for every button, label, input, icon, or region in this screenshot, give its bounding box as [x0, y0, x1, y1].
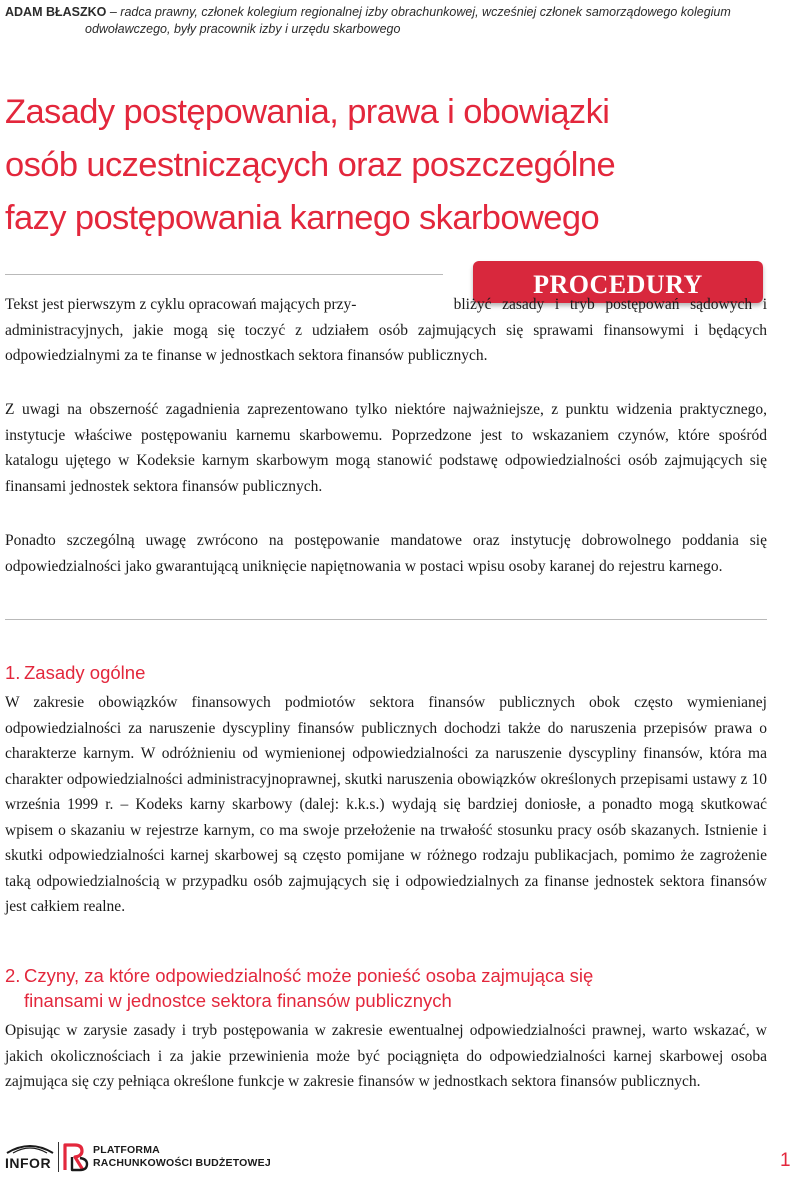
- section-1-number: 1.: [5, 662, 21, 683]
- intro-first-line: Tekst jest pierwszym z cyklu opracowań mających przy-: [5, 296, 357, 313]
- footer-logo: [5, 1140, 271, 1174]
- title-line-2: osób uczestniczących oraz poszczególne: [5, 146, 616, 184]
- article-title: [5, 86, 785, 245]
- author-description-continued: odwoławczego, były pracownik izby i urzędu skarbowego: [85, 22, 401, 36]
- title-line-1: Zasady postępowania, prawa i obowiązki: [5, 93, 610, 131]
- publisher-logo: INFOR: [5, 1155, 52, 1171]
- section-badge: PROCEDURY: [473, 261, 763, 303]
- author-name: ADAM BŁASZKO: [5, 5, 107, 19]
- infor-arc-icon: [5, 1142, 55, 1154]
- divider-long: [5, 619, 767, 620]
- author-note: [5, 4, 780, 38]
- page-number: 1: [780, 1150, 791, 1171]
- intro-paragraph-2: Z uwagi na obszerność zagadnienia zaprezentowano tylko niektóre najważniejsze, z punktu widzenia praktycznego, instytucje właściwe postępowaniu karnemu skarbowemu. Poprzedzone jest to wskazaniem czynów, które spośród katalogu ujętego w Kodeksie karnym skarbowym mogą stanowić podstawę odpowiedzialności osób zajmujących się finansami jednostek sektora finansów publicznych.: [5, 401, 767, 495]
- rb-logo-icon: [63, 1142, 89, 1172]
- platform-line-1: PLATFORMA: [93, 1144, 160, 1156]
- author-description: – radca prawny, członek kolegium regionalnej izby obrachunkowej, wcześniej członek samorządowego kolegium: [106, 5, 731, 19]
- section-2-heading: [5, 963, 785, 1013]
- divider-short: [5, 274, 443, 275]
- section-1-body: W zakresie obowiązków finansowych podmiotów sektora finansów publicznych obok często wymienianej odpowiedzialności za naruszenie dyscypliny finansów publicznych dochodzi także do naruszenia przepisów prawa o charakterze karnym. W odróżnieniu od wymienionej odpowiedzialności za naruszenie dyscypliny finansów, która ma charakter odpowiedzialności administracyjnoprawnej, skutki naruszenia obowiązków określonych przepisami ustawy z 10 września 1999 r. – Kodeks karny skarbowy (dalej: k.k.s.) wydają się bardziej doniosłe, a ponadto mogą skutkować wpisem o skazaniu w rejestrze karnym, co ma swoje przełożenie na trwałość stosunku pracy osób skazanych. Istnienie i skutki odpowiedzialności karnej skarbowej są często pomijane w różnego rodzaju publikacjach, pomimo że zagrożenie taką odpowiedzialnością w przypadku osób zajmujących się i odpowiedzialnych za finanse jednostek sektora finansów jest całkiem realne.: [5, 694, 767, 915]
- platform-logo-text: [93, 1144, 271, 1170]
- section-2-title-line-1: Czyny, za które odpowiedzialność może ponieść osoba zajmująca się: [24, 965, 594, 986]
- title-line-3: fazy postępowania karnego skarbowego: [5, 199, 600, 237]
- platform-line-2: RACHUNKOWOŚCI BUDŻETOWEJ: [93, 1157, 271, 1169]
- section-2-number: 2.: [5, 965, 21, 986]
- section-2-title-line-2: finansami w jednostce sektora finansów publicznych: [24, 990, 452, 1011]
- logo-separator: [58, 1142, 59, 1172]
- intro-paragraph-1: [5, 292, 767, 369]
- section-2-body: Opisując w zarysie zasady i tryb postępowania w zakresie ewentualnej odpowiedzialności prawnej, warto wskazać, w jakich okolicznościach i za jakie przewinienia może być pociągnięta do odpowiedzialności karnej skarbowej osoba zajmująca się czy pełniąca określone funkcje w zakresie finansów w jednostkach sektora finansów publicznych.: [5, 1022, 767, 1090]
- section-1-heading: [5, 660, 785, 685]
- intro-paragraph-3: Ponadto szczególną uwagę zwrócono na postępowanie mandatowe oraz instytucję dobrowolnego poddania się odpowiedzialności jako gwarantującą uniknięcie napiętnowania w postaci wpisu osoby karanej do rejestru karnego.: [5, 532, 767, 575]
- intro-rest: bliżyć zasady i tryb postępowań sądowych i administracyjnych, jakie mogą się toczyć z udziałem osób zajmujących się sprawami finansowymi i będących odpowiedzialnymi za te finanse w jednostkach sektora finansów publicznych.: [5, 296, 767, 364]
- section-1-title: Zasady ogólne: [24, 662, 146, 683]
